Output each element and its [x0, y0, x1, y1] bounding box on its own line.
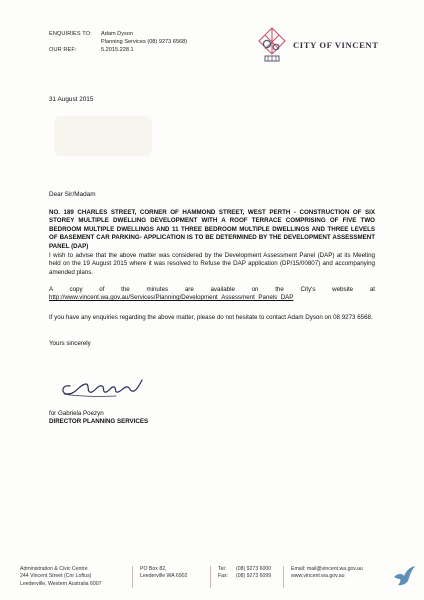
reference-label: OUR REF:	[49, 47, 77, 53]
footer-po-line: Leederville WA 6902	[140, 573, 188, 580]
footer-address-line: 244 Vincent Street (Cnr Loftus)	[20, 573, 92, 580]
reference-value: 5.2015.228.1	[101, 47, 134, 53]
footer-phone	[218, 566, 271, 581]
signatory-title: DIRECTOR PLANNING SERVICES	[49, 418, 149, 426]
enquiries-label: ENQUIRIES TO:	[49, 31, 92, 37]
city-of-vincent-logo-icon	[258, 27, 286, 63]
footer-address-line: Leederville, Western Australia 6007	[20, 580, 102, 587]
minutes-link[interactable]: http://www.vincent.wa.gov.au/Services/Planning/Development_Assessment_Panels_DAP	[49, 294, 294, 302]
footer-email: Email: mail@vincent.wa.gov.au	[291, 566, 363, 572]
subject-heading: NO. 189 CHARLES STREET, CORNER OF HAMMOND STREET, WEST PERTH - CONSTRUCTION OF SIX STOREY MULTIPLE DWELLING DEVELOPMENT WITH A ROOF TERRACE COMPRISING OF FIVE TWO BEDROOM MULTIPLE DWELLINGS AND 11 THREE BEDROOM MULTIPLE DWELLINGS AND THREE LEVELS OF BASEMENT CAR PARKING- APPLICATION IS TO BE DETERMINED BY THE DEVELOPMENT ASSESSMENT PANEL (DAP)	[49, 209, 375, 250]
enquiries-name: Adam Dyson	[101, 31, 134, 37]
paper-stain	[54, 116, 152, 156]
footer-web[interactable]: www.vincent.wa.gov.au	[291, 573, 345, 580]
paragraph-minutes	[49, 286, 375, 303]
footer-contact	[291, 566, 363, 581]
footer-divider	[283, 566, 284, 588]
paragraph-decision: I wish to advise that the above matter was considered by the Development Assessment Panel (DAP) at its Meeting held on the 19 August 2015 where it was resolved to Refuse the DAP application (DP/15/00807) and accompanying amended plans.	[49, 252, 375, 276]
signatory-for: for Gabriela Poezyn	[49, 410, 104, 417]
footer-address-line: Administration & Civic Centre	[20, 566, 88, 572]
signature-icon	[56, 372, 146, 402]
closing: Yours sincerely	[49, 340, 91, 347]
minutes-text: A copy of the minutes are available on the City's website at	[49, 286, 375, 293]
footer-tel: Tel: (08) 9273 6000	[218, 566, 272, 572]
reference-block	[49, 30, 187, 54]
signatory-block	[49, 410, 148, 427]
department-row	[49, 38, 187, 46]
enquiries-department: Planning Services (08) 9273 6568)	[101, 39, 188, 45]
paragraph-enquiries: If you have any enquiries regarding the above matter, please do not hesitate to contact Adam Dyson on 08 9273 6568.	[49, 314, 373, 321]
enquiries-row	[49, 30, 187, 38]
footer-fax: Fax: (08) 9273 6099	[218, 573, 272, 580]
brand-name: CITY OF VINCENT	[293, 40, 379, 50]
letter-date: 31 August 2015	[49, 96, 94, 103]
bird-icon	[391, 563, 417, 589]
footer-po-line: PO Box 82,	[140, 566, 167, 572]
footer-address	[20, 566, 102, 588]
footer-divider	[132, 566, 133, 588]
footer-divider	[210, 566, 211, 588]
reference-row	[49, 46, 187, 54]
salutation: Dear Sir/Madam	[49, 191, 96, 198]
footer-po-box	[140, 566, 187, 581]
